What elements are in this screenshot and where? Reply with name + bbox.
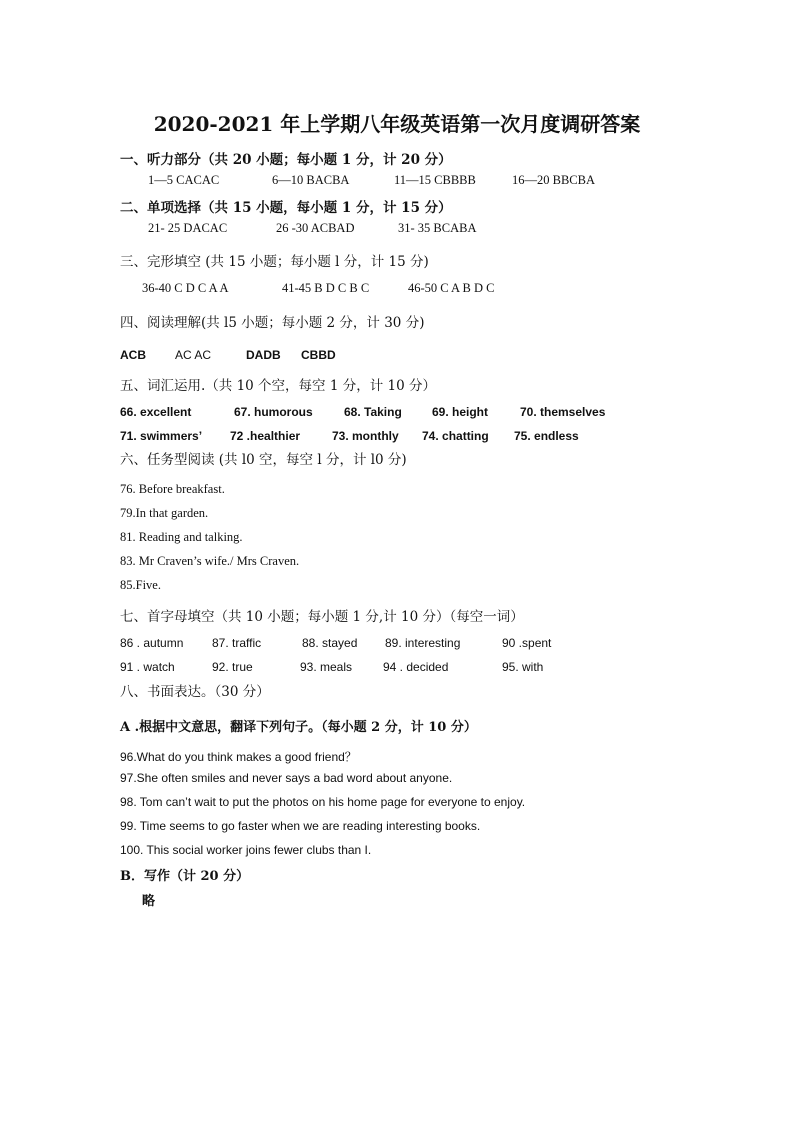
section-4-heading: 四、阅读理解(共 l5 小题；每小题 2 分，计 30 分) xyxy=(120,315,425,331)
answer-group: 36-40 C D C A A xyxy=(142,281,229,295)
vocab-answer: 72 .healthier xyxy=(230,429,301,443)
section-3-heading: 三、完形填空 (共 15 小题；每小题 l 分，计 15 分) xyxy=(120,254,429,270)
initial-letter-answer: 89. interesting xyxy=(385,636,461,650)
vocab-answer: 75. endless xyxy=(514,429,579,443)
task-answer: 85.Five. xyxy=(120,578,161,592)
task-answer: 81. Reading and talking. xyxy=(120,530,243,544)
vocab-answer: 71. swimmers’ xyxy=(120,429,203,443)
answer-group: 46-50 C A B D C xyxy=(408,281,495,295)
translation-sentence: 100. This social worker joins fewer clubs than I. xyxy=(120,843,372,857)
section-6-heading: 六、任务型阅读 (共 l0 空，每空 l 分，计 l0 分) xyxy=(120,452,407,468)
section-5-heading: 五、词汇运用.（共 10 个空，每空 1 分，计 10 分） xyxy=(120,378,436,394)
initial-letter-answer: 92. true xyxy=(212,660,253,674)
answer-group: 6—10 BACBA xyxy=(272,173,350,187)
section-8-heading: 八、书面表达。（30 分） xyxy=(120,684,270,700)
translation-sentence: 96.What do you think makes a good friend？ xyxy=(120,750,357,764)
vocab-answer: 68. Taking xyxy=(344,405,402,419)
answer-group: DADB xyxy=(246,348,281,362)
section-7-heading: 七、首字母填空（共 10 小题；每小题 1 分,计 10 分）（每空一词） xyxy=(120,609,524,625)
initial-letter-answer: 90 .spent xyxy=(502,636,552,650)
translation-sentence: 98. Tom can’t wait to put the photos on his home page for everyone to enjoy. xyxy=(120,795,526,809)
vocab-answer: 74. chatting xyxy=(422,429,489,443)
vocab-answer: 70. themselves xyxy=(520,405,606,419)
answer-group: 41-45 B D C B C xyxy=(282,281,370,295)
initial-letter-answer: 95. with xyxy=(502,660,544,674)
writing-omitted: 略 xyxy=(142,894,156,909)
initial-letter-answer: 88. stayed xyxy=(302,636,358,650)
initial-letter-answer: 87. traffic xyxy=(212,636,262,650)
task-answer: 83. Mr Craven’s wife./ Mrs Craven. xyxy=(120,554,300,568)
task-answer: 76. Before breakfast. xyxy=(120,482,225,496)
section-1-heading: 一、听力部分（共 20 小题；每小题 1 分，计 20 分） xyxy=(120,152,452,168)
vocab-answer: 69. height xyxy=(432,405,489,419)
initial-letter-answer: 93. meals xyxy=(300,660,353,674)
section-2-heading: 二、单项选择（共 15 小题，每小题 1 分，计 15 分） xyxy=(120,200,452,216)
initial-letter-answer: 94 . decided xyxy=(383,660,449,674)
translation-sentence: 97.She often smiles and never says a bad word about anyone. xyxy=(120,771,453,785)
answer-group: CBBD xyxy=(301,348,336,362)
part-a-heading: A .根据中文意思，翻译下列句子。（每小题 2 分，计 10 分） xyxy=(120,720,477,735)
part-b-heading: B．写作（计 20 分） xyxy=(120,869,250,884)
vocab-answer: 67. humorous xyxy=(234,405,313,419)
answer-group: 1—5 CACAC xyxy=(148,173,220,187)
answer-group: 16—20 BBCBA xyxy=(512,173,596,187)
answer-group: 31- 35 BCABA xyxy=(398,221,477,235)
initial-letter-answer: 86 . autumn xyxy=(120,636,184,650)
vocab-answer: 73. monthly xyxy=(332,429,399,443)
answer-group: 26 -30 ACBAD xyxy=(276,221,355,235)
answer-group: 21- 25 DACAC xyxy=(148,221,228,235)
answer-group: 11—15 CBBBB xyxy=(394,173,476,187)
page-title: 2020-2021 年上学期八年级英语第一次月度调研答案 xyxy=(153,112,641,136)
answer-group: AC AC xyxy=(175,348,212,362)
vocab-answer: 66. excellent xyxy=(120,405,192,419)
translation-sentence: 99. Time seems to go faster when we are reading interesting books. xyxy=(120,819,481,833)
initial-letter-answer: 91 . watch xyxy=(120,660,175,674)
answer-group: ACB xyxy=(120,348,146,362)
task-answer: 79.In that garden. xyxy=(120,506,209,520)
